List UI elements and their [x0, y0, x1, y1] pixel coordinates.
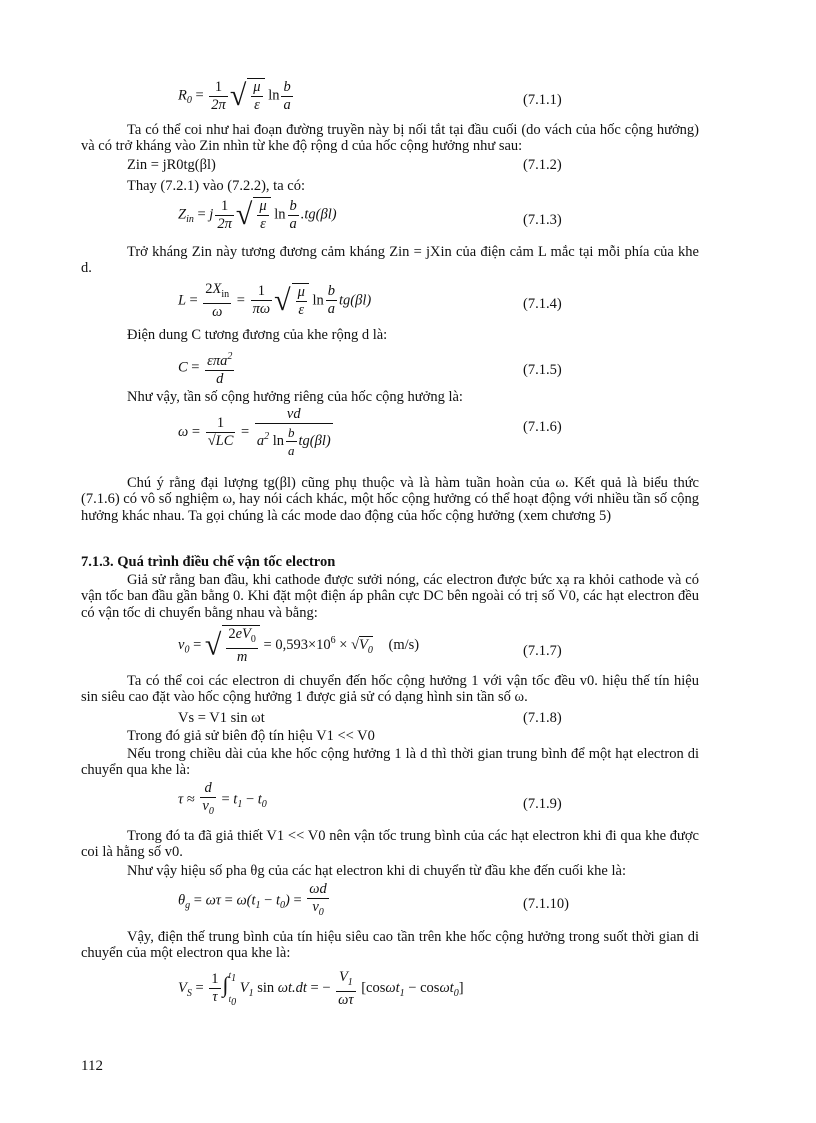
- equation-label: (7.1.6): [523, 419, 562, 435]
- equation-7-1-10: $\theta_g = \omega\tau = \omega(t_1 - t_0)$ = $\frac{\omega d}{v_0}$: [178, 881, 327, 918]
- equation-7-1-6: ω = $\frac{1}{√LC}$ = vd $a^2$ ln $\frac{b}{a}$ tg(βl): [178, 406, 331, 458]
- paragraph: Vậy, điện thế trung bình của tín hiệu siêu cao tần trên khe hốc cộng hưởng trong suốt thời gian di chuyển của một electron qua khe là:: [81, 929, 699, 962]
- paragraph: Như vậy hiệu số pha θg của các hạt electron khi di chuyển từ đầu khe đến cuối khe là:: [127, 863, 626, 879]
- paragraph: Thay (7.2.1) vào (7.2.2), ta có:: [127, 178, 305, 194]
- equation-7-1-5: C = $\frac{\varepsilon\pi a^2}{d}$: [178, 348, 236, 388]
- equation-label: (7.1.10): [523, 896, 569, 912]
- equation-7-1-1: $R_0$ = $\frac{1}{2\pi}$ √ $\frac{\mu}{\varepsilon}$ ln $\frac{b}{a}$: [178, 78, 291, 113]
- equation-7-1-3: $Z_{in} = j$ $\frac{1}{2\pi}$ √ $\frac{\mu}{\varepsilon}$ ln $\frac{b}{a}$ .tg(βl): [178, 197, 337, 232]
- paragraph: Điện dung C tương đương của khe rộng d là:: [127, 327, 388, 343]
- section-heading: 7.1.3. Quá trình điều chế vận tốc electron: [81, 554, 336, 570]
- equation-label: (7.1.5): [523, 362, 562, 378]
- equation-label: (7.1.7): [523, 643, 562, 659]
- equation-label: (7.1.3): [523, 212, 562, 228]
- paragraph: Như vậy, tần số cộng hưởng riêng của hốc cộng hưởng là:: [127, 389, 463, 405]
- equation-average-voltage: $V_S$ = $\frac{1}{\tau}$ $\int t_1$ $t_0$ $V_1$ sin ωt.dt = − $\frac{V_1}{\omega\tau}$ [cosωt$_1$ − cosωt$_0$]: [178, 968, 464, 1008]
- paragraph: Nếu trong chiều dài của khe hốc cộng hưởng 1 là d thì thời gian trung bình để một hạt electron di chuyển qua khe là:: [81, 746, 699, 779]
- paragraph: Trong đó giả sử biên độ tín hiệu V1 << V0: [127, 728, 375, 744]
- equation-label: (7.1.4): [523, 296, 562, 312]
- paragraph: Trở kháng Zin này tương đương cảm kháng Zin = jXin của điện cảm L mắc tại mỗi phía của khe d.: [81, 244, 699, 277]
- paragraph: Giả sử rằng ban đầu, khi cathode được sưởi nóng, các electron được bức xạ ra khỏi cathode và có vận tốc ban đầu gần bằng 0. Khi đặt một điện áp phân cực DC bên ngoài có trị số V0, các hạt electron đều có vận tốc di chuyển bằng nhau và bằng:: [81, 572, 699, 621]
- equation-label: (7.1.2): [523, 157, 562, 173]
- paragraph: Ta có thể coi các electron di chuyển đến hốc cộng hưởng 1 với vận tốc đều v0. hiệu thế tín hiệu sin siêu cao đặt vào hốc cộng hưởng 1 được giả sử có dạng hình sin tần số ω.: [81, 673, 699, 706]
- equation-7-1-8: Vs = V1 sin ωt: [178, 710, 265, 726]
- equation-label: (7.1.9): [523, 796, 562, 812]
- equation-label: (7.1.8): [523, 710, 562, 726]
- unit-label: (m/s): [388, 636, 420, 653]
- paragraph: Chú ý rằng đại lượng tg(βl) cũng phụ thuộc và là hàm tuần hoàn của ω. Kết quả là biểu thức (7.1.6) có vô số nghiệm ω, hay nói cách khác, một hốc cộng hưởng có thể hoạt động với nhiều tần số cộng hưởng khác nhau. Ta gọi chúng là các mode dao động của hốc cộng hưởng (xem chương 5): [81, 475, 699, 524]
- page-number: 112: [81, 1058, 103, 1074]
- equation-label: (7.1.1): [523, 92, 562, 108]
- equation-7-1-7: $v_0$ = √ $\frac{2eV_0}{m}$ = $0,593\times 10^6 \times √V_0$ (m/s): [178, 626, 420, 665]
- equation-7-1-9: τ ≈ $\frac{d}{v_0}$ = $t_1 - t_0$: [178, 780, 267, 817]
- paragraph: Ta có thể coi như hai đoạn đường truyền này bị nối tắt tại đầu cuối (do vách của hốc cộng hưởng) và có trở kháng vào Zin nhìn từ khe độ rộng d của hốc cộng hưởng như sau:: [81, 122, 699, 155]
- paragraph: Trong đó ta đã giả thiết V1 << V0 nên vận tốc trung bình của các hạt electron khi đi qua khe được coi là hằng số v0.: [81, 828, 699, 861]
- equation-7-1-2: Zin = jR0tg(βl): [127, 157, 216, 173]
- equation-7-1-4: L = $\frac{2X_{in}}{\omega}$ = $\frac{1}{\pi\omega}$ √ $\frac{\mu}{\varepsilon}$ ln $\frac{b}{a}$ tg(βl): [178, 281, 372, 320]
